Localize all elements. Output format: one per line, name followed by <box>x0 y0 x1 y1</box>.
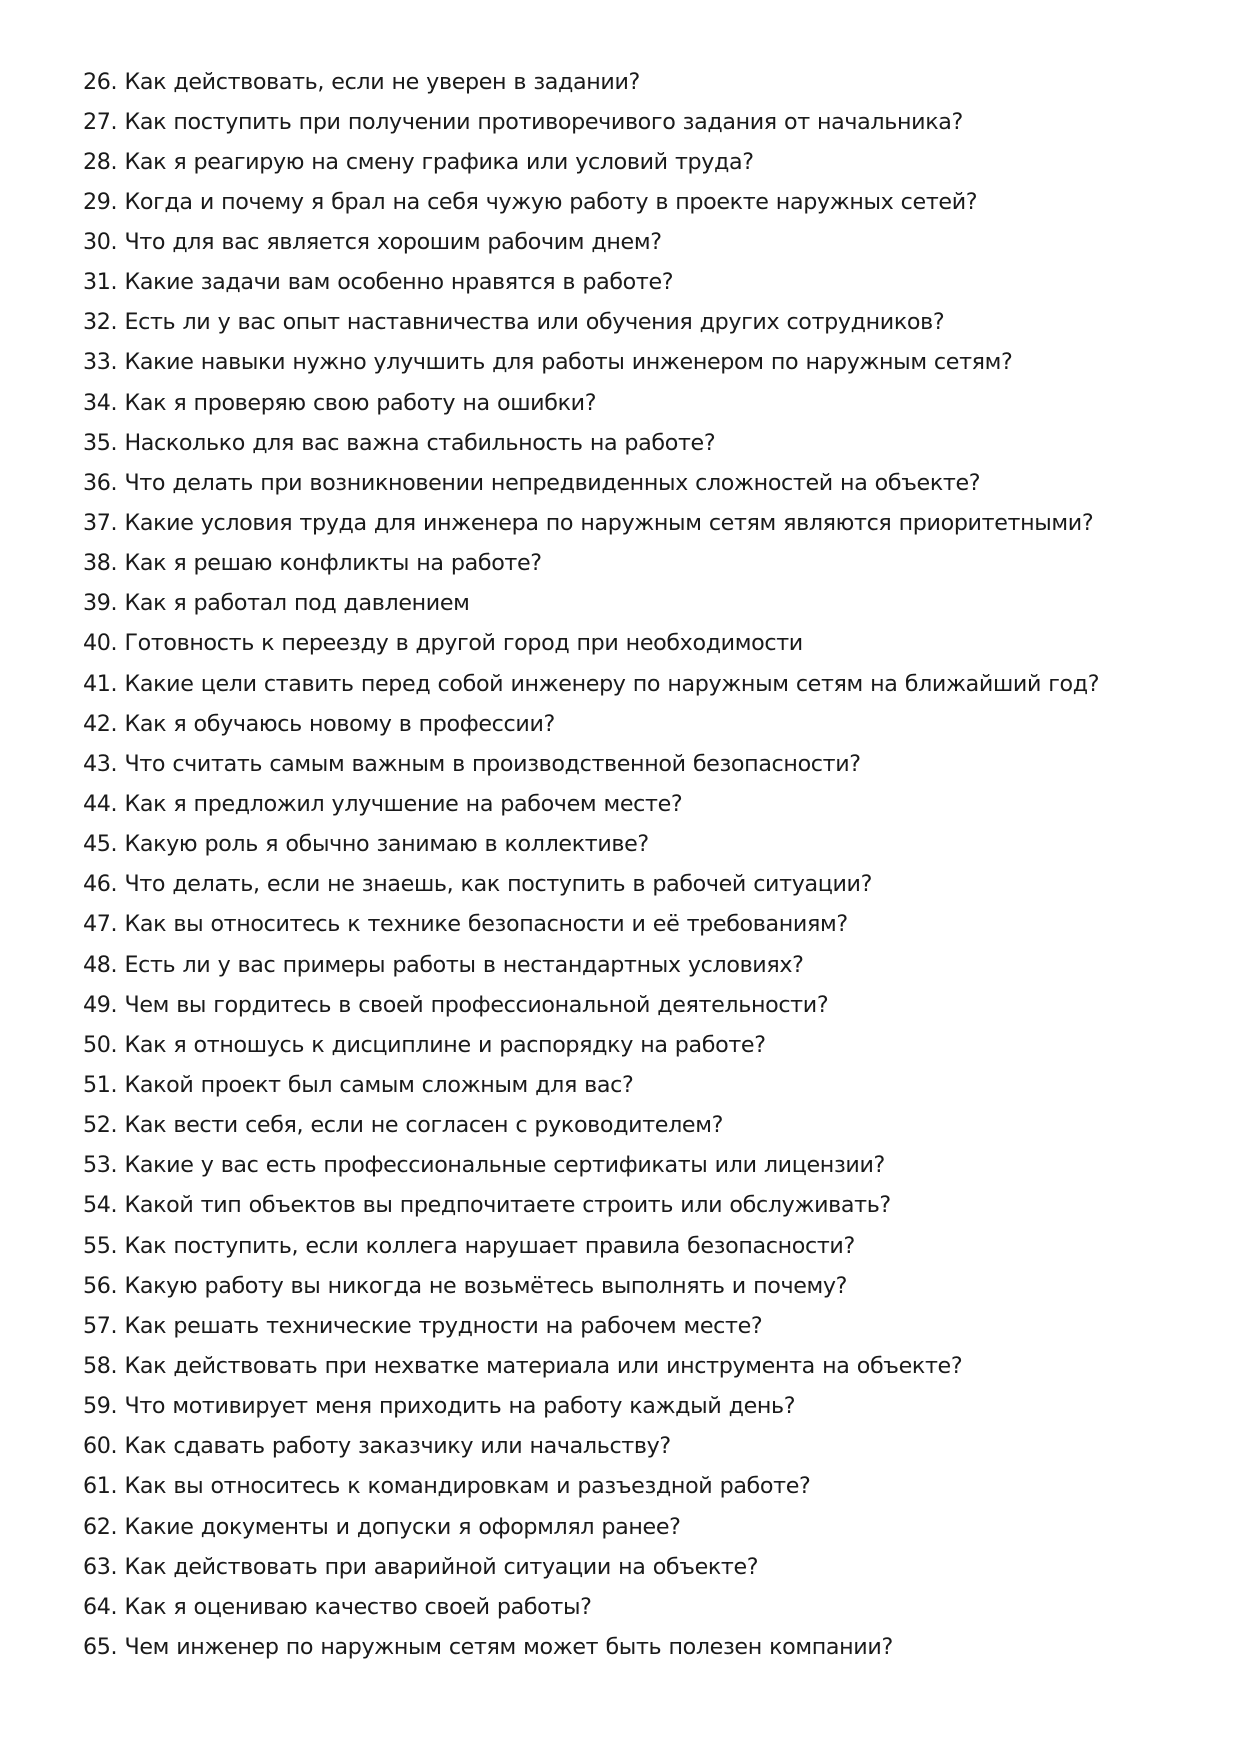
question-number: 27. <box>83 108 118 135</box>
question-item <box>83 1346 1203 1386</box>
question-number: 33. <box>83 349 118 376</box>
question-text: Что для вас является хорошим рабочим днем? <box>124 229 662 256</box>
question-number: 62. <box>83 1513 118 1540</box>
question-text: Какие условия труда для инженера по наружным сетям являются приоритетными? <box>124 510 1094 537</box>
question-number: 49. <box>83 991 118 1018</box>
question-item <box>83 864 1203 904</box>
question-number: 30. <box>83 229 118 256</box>
question-number: 32. <box>83 309 118 336</box>
question-item <box>83 1426 1203 1466</box>
question-item <box>83 904 1203 944</box>
question-number: 35. <box>83 429 118 456</box>
question-text: Как я предложил улучшение на рабочем месте? <box>124 791 683 818</box>
question-item <box>83 945 1203 985</box>
question-number: 38. <box>83 550 118 577</box>
question-text: Насколько для вас важна стабильность на работе? <box>124 429 716 456</box>
question-item <box>83 383 1203 423</box>
question-item <box>83 1306 1203 1346</box>
question-item <box>83 342 1203 382</box>
question-item <box>83 664 1203 704</box>
question-item <box>83 463 1203 503</box>
question-text: Какие документы и допуски я оформлял ранее? <box>124 1513 681 1540</box>
question-number: 60. <box>83 1433 118 1460</box>
question-item <box>83 1587 1203 1627</box>
question-text: Как вы относитесь к командировкам и разъездной работе? <box>124 1473 811 1500</box>
question-number: 37. <box>83 510 118 537</box>
question-number: 57. <box>83 1312 118 1339</box>
question-text: Как действовать при аварийной ситуации на объекте? <box>124 1553 759 1580</box>
question-number: 26. <box>83 68 118 95</box>
question-number: 63. <box>83 1553 118 1580</box>
question-item <box>83 182 1203 222</box>
question-item <box>83 102 1203 142</box>
question-text: Какие у вас есть профессиональные сертификаты или лицензии? <box>124 1152 885 1179</box>
question-text: Как я оцениваю качество своей работы? <box>124 1593 592 1620</box>
question-text: Чем инженер по наружным сетям может быть полезен компании? <box>124 1633 893 1660</box>
question-number: 56. <box>83 1272 118 1299</box>
question-text: Что делать, если не знаешь, как поступить в рабочей ситуации? <box>124 871 873 898</box>
question-text: Что делать при возникновении непредвиденных сложностей на объекте? <box>124 469 981 496</box>
question-item <box>83 262 1203 302</box>
question-text: Как я проверяю свою работу на ошибки? <box>124 389 597 416</box>
question-text: Как вы относитесь к технике безопасности и её требованиям? <box>124 911 848 938</box>
question-text: Какой проект был самым сложным для вас? <box>124 1072 634 1099</box>
question-number: 28. <box>83 148 118 175</box>
question-number: 59. <box>83 1393 118 1420</box>
question-number: 51. <box>83 1072 118 1099</box>
question-number: 47. <box>83 911 118 938</box>
question-number: 31. <box>83 269 118 296</box>
question-text: Какую работу вы никогда не возьмётесь выполнять и почему? <box>124 1272 848 1299</box>
question-number: 43. <box>83 750 118 777</box>
question-text: Что считать самым важным в производственной безопасности? <box>124 750 861 777</box>
question-text: Как вести себя, если не согласен с руководителем? <box>124 1112 724 1139</box>
question-item <box>83 1386 1203 1426</box>
question-number: 45. <box>83 831 118 858</box>
question-item <box>83 302 1203 342</box>
question-text: Как решать технические трудности на рабочем месте? <box>124 1312 763 1339</box>
question-number: 54. <box>83 1192 118 1219</box>
question-text: Какую роль я обычно занимаю в коллективе? <box>124 831 649 858</box>
question-number: 34. <box>83 389 118 416</box>
question-text: Какие навыки нужно улучшить для работы инженером по наружным сетям? <box>124 349 1013 376</box>
question-number: 61. <box>83 1473 118 1500</box>
question-text: Какой тип объектов вы предпочитаете строить или обслуживать? <box>124 1192 891 1219</box>
question-number: 40. <box>83 630 118 657</box>
question-item <box>83 744 1203 784</box>
question-text: Как я отношусь к дисциплине и распорядку на работе? <box>124 1031 766 1058</box>
question-text: Как действовать, если не уверен в задании? <box>124 68 640 95</box>
question-text: Что мотивирует меня приходить на работу каждый день? <box>124 1393 796 1420</box>
question-text: Есть ли у вас опыт наставничества или обучения других сотрудников? <box>124 309 945 336</box>
question-number: 58. <box>83 1353 118 1379</box>
question-item <box>83 1105 1203 1145</box>
question-number: 65. <box>83 1633 118 1660</box>
question-number: 52. <box>83 1112 118 1139</box>
question-number: 36. <box>83 469 118 496</box>
question-text: Как я обучаюсь новому в профессии? <box>124 710 555 737</box>
question-text: Как я работал под давлением <box>124 590 470 617</box>
question-item <box>83 1547 1203 1587</box>
question-text: Готовность к переезду в другой город при необходимости <box>124 630 803 657</box>
question-text: Как поступить, если коллега нарушает правила безопасности? <box>124 1232 855 1259</box>
question-text: Как сдавать работу заказчику или начальству? <box>124 1433 671 1460</box>
question-item <box>83 583 1203 623</box>
question-text: Как поступить при получении противоречивого задания от начальника? <box>124 108 963 135</box>
question-item <box>83 1627 1203 1667</box>
question-item <box>83 824 1203 864</box>
question-item <box>83 985 1203 1025</box>
question-item <box>83 704 1203 744</box>
question-item <box>83 1466 1203 1506</box>
question-item <box>83 1266 1203 1306</box>
question-item <box>83 1065 1203 1105</box>
question-item <box>83 503 1203 543</box>
question-number: 53. <box>83 1152 118 1179</box>
question-number: 41. <box>83 670 118 697</box>
question-text: Есть ли у вас примеры работы в нестандартных условиях? <box>124 951 804 978</box>
question-item <box>83 1226 1203 1266</box>
question-text: Как я реагирую на смену графика или условий труда? <box>124 148 754 175</box>
question-item <box>83 1025 1203 1065</box>
question-item <box>83 62 1203 102</box>
question-number: 29. <box>83 188 118 215</box>
question-item <box>83 623 1203 663</box>
question-item <box>83 543 1203 583</box>
question-number: 64. <box>83 1593 118 1620</box>
question-text: Какие цели ставить перед собой инженеру по наружным сетям на ближайший год? <box>124 670 1100 697</box>
question-text: Как я решаю конфликты на работе? <box>124 550 542 577</box>
question-item <box>83 423 1203 463</box>
question-text: Как действовать при нехватке материала или инструмента на объекте? <box>124 1353 963 1379</box>
question-number: 44. <box>83 791 118 818</box>
question-number: 42. <box>83 710 118 737</box>
question-number: 48. <box>83 951 118 978</box>
question-item <box>83 142 1203 182</box>
question-number: 50. <box>83 1031 118 1058</box>
question-item <box>83 1507 1203 1547</box>
question-item <box>83 222 1203 262</box>
question-item <box>83 1145 1203 1185</box>
question-text: Чем вы гордитесь в своей профессиональной деятельности? <box>124 991 829 1018</box>
question-number: 39. <box>83 590 118 617</box>
question-item <box>83 1185 1203 1225</box>
question-text: Когда и почему я брал на себя чужую работу в проекте наружных сетей? <box>124 188 978 215</box>
question-item <box>83 784 1203 824</box>
question-number: 46. <box>83 871 118 898</box>
question-number: 55. <box>83 1232 118 1259</box>
question-list <box>83 62 1203 1668</box>
question-text: Какие задачи вам особенно нравятся в работе? <box>124 269 674 296</box>
